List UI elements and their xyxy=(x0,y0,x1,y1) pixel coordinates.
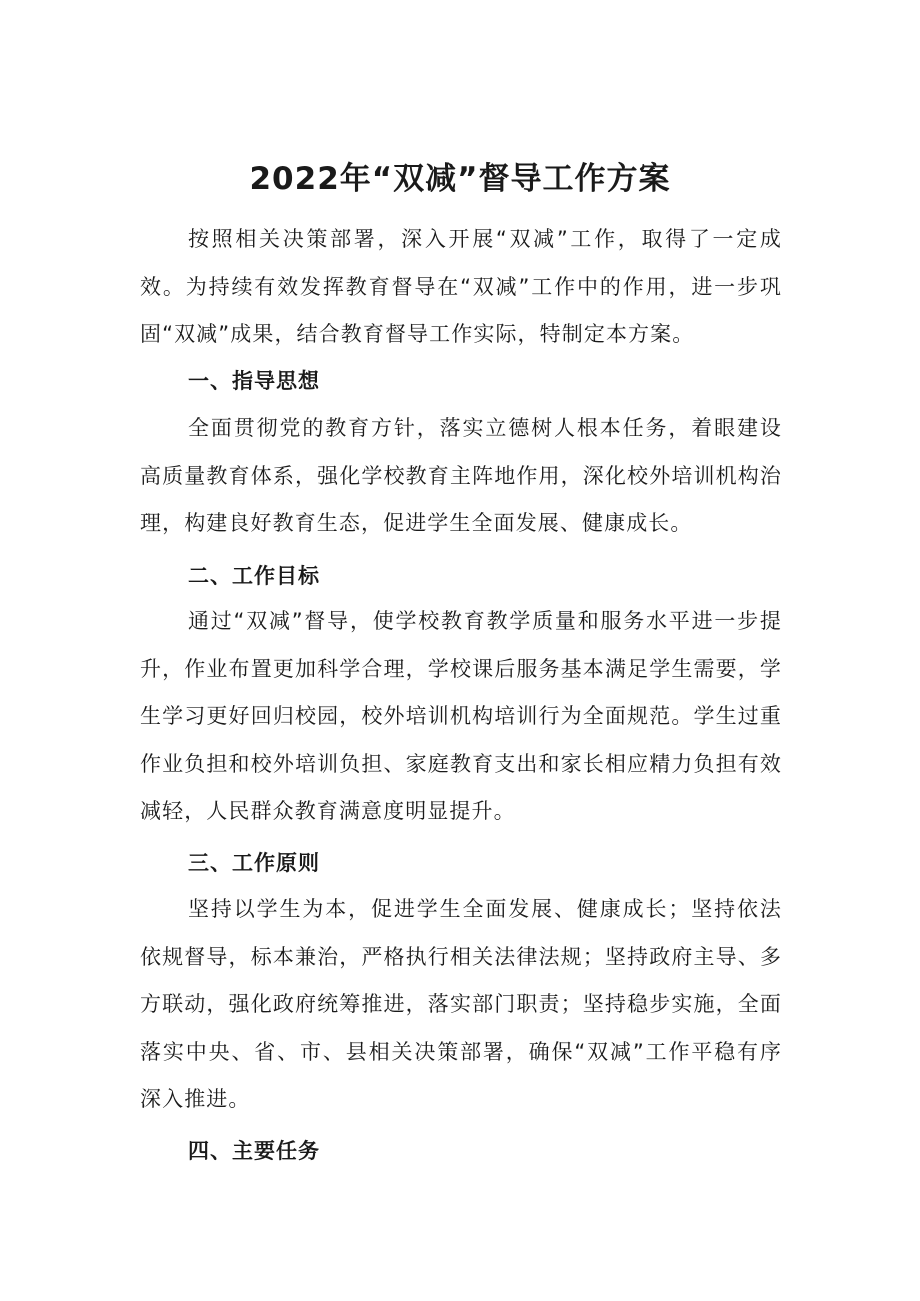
section-heading-main-tasks: 四、主要任务 xyxy=(188,1139,320,1163)
section-body-work-goals: 通过“双减”督导，使学校教育教学质量和服务水平进一步提升，作业布置更加科学合理，学校课后服务基本满足学生需要，学生学习更好回归校园，校外培训机构培训行为全面规范。学生过重作业负担和校外培训负担、家庭教育支出和家长相应精力负担有效减轻，人民群众教育满意度明显提升。 xyxy=(140,609,782,823)
intro-paragraph: 按照相关决策部署，深入开展“双减”工作，取得了一定成效。为持续有效发挥教育督导在“双减”工作中的作用，进一步巩固“双减”成果，结合教育督导工作实际，特制定本方案。 xyxy=(140,227,782,346)
section-body-work-principles: 坚持以学生为本，促进学生全面发展、健康成长；坚持依法依规督导，标本兼治，严格执行相关法律法规；坚持政府主导、多方联动，强化政府统筹推进，落实部门职责；坚持稳步实施，全面落实中央、省、市、县相关决策部署，确保“双减”工作平稳有序深入推进。 xyxy=(140,897,782,1111)
document-title: 2022年“双减”督导工作方案 xyxy=(249,160,671,197)
section-heading-work-principles: 三、工作原则 xyxy=(188,851,320,875)
section-body-guiding-ideology: 全面贯彻党的教育方针，落实立德树人根本任务，着眼建设高质量教育体系，强化学校教育主阵地作用，深化校外培训机构治理，构建良好教育生态，促进学生全面发展、健康成长。 xyxy=(140,416,782,535)
section-heading-guiding-ideology: 一、指导思想 xyxy=(188,369,320,393)
section-heading-work-goals: 二、工作目标 xyxy=(188,564,320,588)
